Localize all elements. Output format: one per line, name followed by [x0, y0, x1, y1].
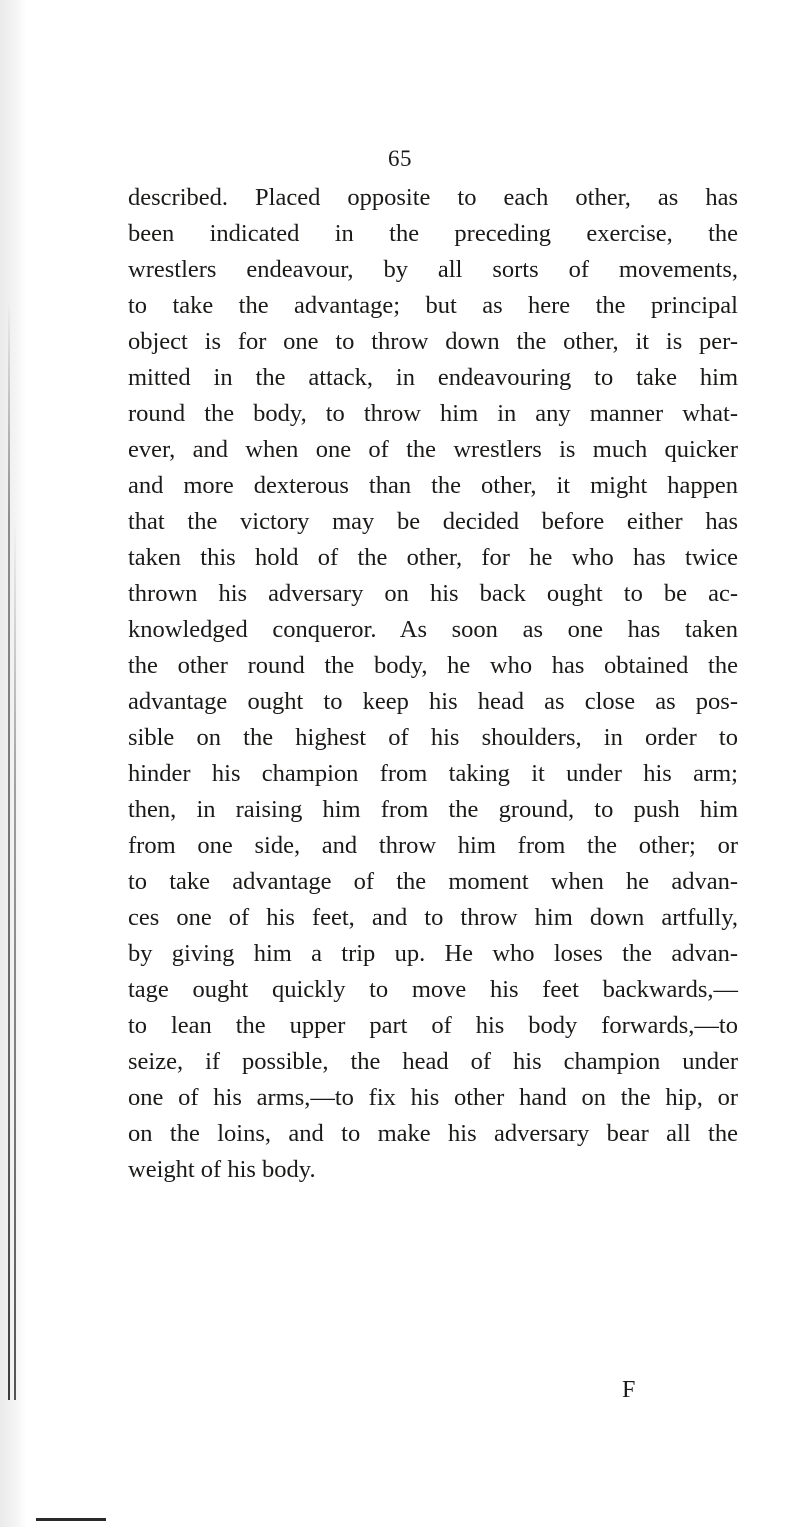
page-corner-mark	[36, 1518, 106, 1521]
text-line: taken this hold of the other, for he who has twice	[128, 544, 738, 571]
text-line: seize, if possible, the head of his champion under	[128, 1048, 738, 1075]
text-line: object is for one to throw down the other, it is per-	[128, 328, 738, 355]
text-line: knowledged conqueror. As soon as one has taken	[128, 616, 738, 643]
text-line: sible on the highest of his shoulders, in order to	[128, 724, 738, 751]
text-line: to lean the upper part of his body forwards,—to	[128, 1012, 738, 1039]
text-line: been indicated in the preceding exercise, the	[128, 220, 738, 247]
body-paragraph	[128, 180, 738, 1188]
page-number: 65	[388, 146, 412, 171]
text-line: mitted in the attack, in endeavouring to take him	[128, 364, 738, 391]
text-line: then, in raising him from the ground, to push him	[128, 796, 738, 823]
binding-gutter	[0, 0, 26, 1527]
text-line: that the victory may be decided before either has	[128, 508, 738, 535]
text-line: by giving him a trip up. He who loses the advan-	[128, 940, 738, 967]
text-line: from one side, and throw him from the other; or	[128, 832, 738, 859]
binding-edge-line-inner	[14, 520, 16, 1400]
text-line: ces one of his feet, and to throw him down artfully,	[128, 904, 738, 931]
text-line: and more dexterous than the other, it might happen	[128, 472, 738, 499]
text-line: one of his arms,—to fix his other hand on the hip, or	[128, 1084, 738, 1111]
binding-edge-line	[8, 300, 10, 1400]
text-line: advantage ought to keep his head as close as pos-	[128, 688, 738, 715]
text-line-last: weight of his body.	[128, 1156, 316, 1183]
text-line: described. Placed opposite to each other, as has	[128, 184, 738, 211]
text-line: ever, and when one of the wrestlers is much quicker	[128, 436, 738, 463]
text-line: on the loins, and to make his adversary bear all the	[128, 1120, 738, 1147]
text-line: wrestlers endeavour, by all sorts of movements,	[128, 256, 738, 283]
text-line: tage ought quickly to move his feet backwards,—	[128, 976, 738, 1003]
text-line: hinder his champion from taking it under his arm;	[128, 760, 738, 787]
text-line: the other round the body, he who has obtained the	[128, 652, 738, 679]
signature-mark: F	[622, 1377, 636, 1403]
text-line: round the body, to throw him in any manner what-	[128, 400, 738, 427]
text-line: to take the advantage; but as here the principal	[128, 292, 738, 319]
text-line: thrown his adversary on his back ought to be ac-	[128, 580, 738, 607]
text-line: to take advantage of the moment when he advan-	[128, 868, 738, 895]
